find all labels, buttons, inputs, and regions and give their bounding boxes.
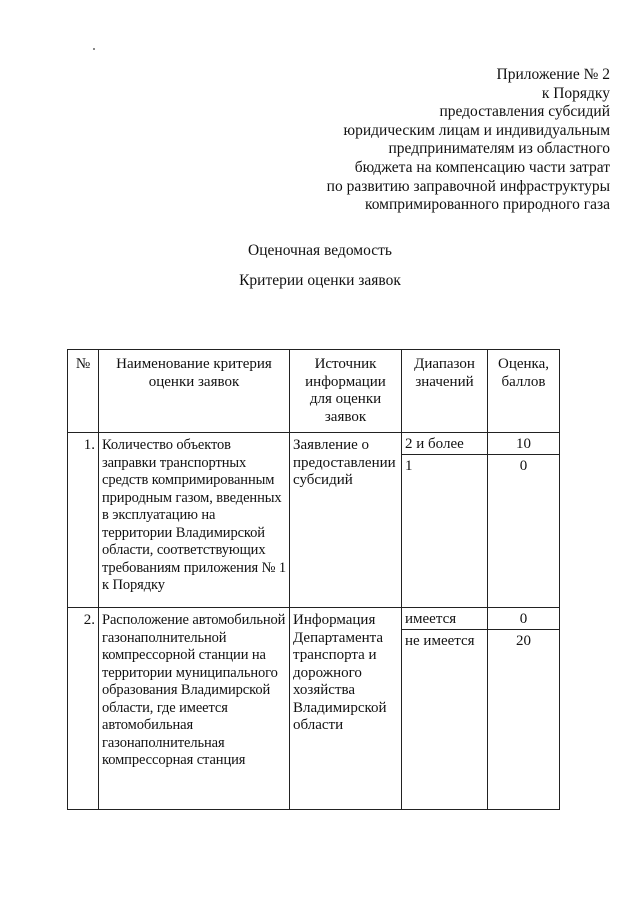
document-subtitle: Критерии оценки заявок <box>239 272 401 289</box>
appendix-line: компримированного природного газа <box>364 196 610 214</box>
range-cell <box>402 433 488 608</box>
criterion-cell: Количество объектов заправки транспортных средств компримированным природным газом, введенных в эксплуатацию на территории Владимирской области, соответствующих требованиям приложения № 1 к Порядку <box>99 433 290 608</box>
source-cell: Заявление о предоставлении субсидий <box>290 433 402 608</box>
header-criterion: Наименование критерия оценки заявок <box>99 350 290 433</box>
appendix-line: предпринимателям из областного <box>388 140 610 158</box>
criteria-table <box>67 349 560 810</box>
row-number: 1. <box>68 433 99 608</box>
range-option: 1 <box>405 458 413 474</box>
score-value: 20 <box>516 633 531 649</box>
range-option: имеется <box>402 608 487 630</box>
appendix-line: предоставления субсидий <box>439 103 610 121</box>
appendix-line: бюджета на компенсацию части затрат <box>354 158 610 176</box>
header-score: Оценка, баллов <box>488 350 560 433</box>
appendix-line: по развитию заправочной инфраструктуры <box>326 177 610 195</box>
row-number: 2. <box>68 608 99 810</box>
appendix-line: Приложение № 2 <box>496 66 610 83</box>
header-range: Диапазон значений <box>402 350 488 433</box>
source-cell: Информация Департамента транспорта и дорожного хозяйства Владимирской области <box>290 608 402 810</box>
scan-speck <box>93 48 95 50</box>
score-value: 0 <box>488 608 559 630</box>
criterion-cell: Расположение автомобильной газонаполнительной компрессорной станции на территории муниципального образования Владимирской области, где имеется автомобильная газонаполнительная компрессорная станция <box>99 608 290 810</box>
appendix-line: юридическим лицам и индивидуальным <box>343 121 610 139</box>
document-title: Оценочная ведомость <box>248 242 392 259</box>
appendix-header <box>250 66 610 215</box>
table-row <box>68 608 560 810</box>
table-row <box>68 433 560 608</box>
appendix-line: к Порядку <box>541 84 610 102</box>
score-value: 10 <box>488 433 559 455</box>
header-source: Источник информации для оценки заявок <box>290 350 402 433</box>
score-value: 0 <box>519 458 528 474</box>
range-option: не имеется <box>405 633 475 649</box>
table-header-row <box>68 350 560 433</box>
score-cell <box>488 608 560 810</box>
range-cell <box>402 608 488 810</box>
score-cell <box>488 433 560 608</box>
range-option: 2 и более <box>402 433 487 455</box>
header-number: № <box>68 350 99 433</box>
